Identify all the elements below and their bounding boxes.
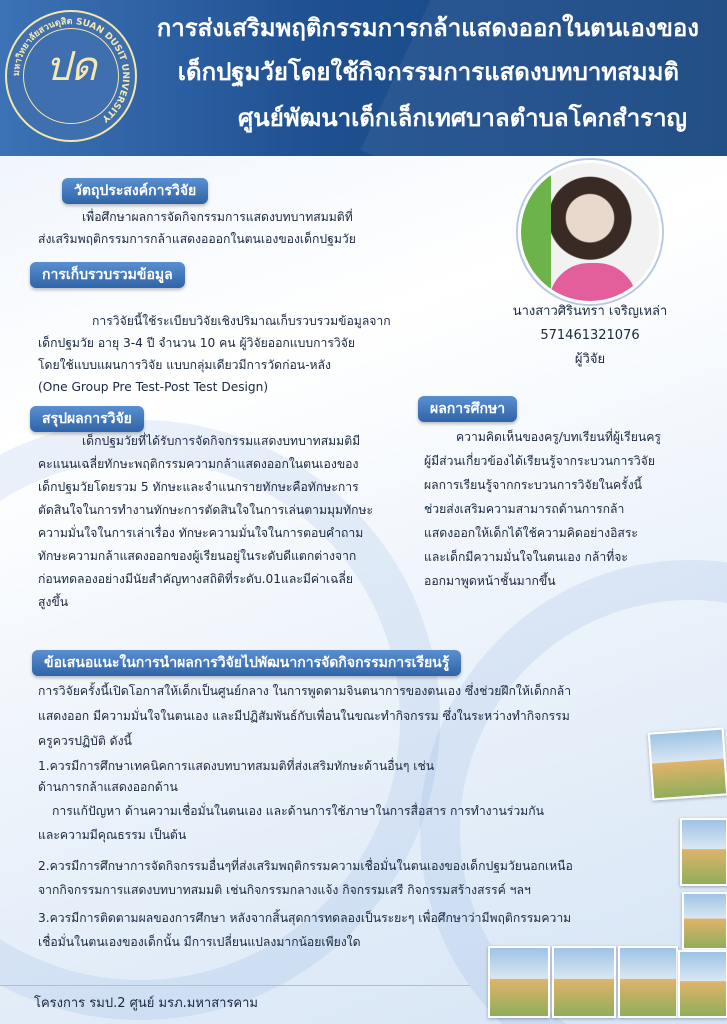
activity-photo xyxy=(648,727,727,800)
svg-text:มหาวิทยาลัยสวนดุสิต SUAN DUSIT: มหาวิทยาลัยสวนดุสิต SUAN DUSIT UNIVERSITY xyxy=(11,16,131,124)
data-collection-line-2: เด็กปฐมวัย อายุ 3-4 ปี จำนวน 10 คน ผู้วิจัยออกแบบการวิจัย xyxy=(38,336,355,350)
recommendation-line: และความมีคุณธรรม เป็นต้น xyxy=(38,828,187,842)
recommendation-line: จากกิจกรรมการแสดงบทบาทสมมติ เช่นกิจกรรมกลางแจ้ง กิจกรรมเสรี กิจกรรมสร้างสรรค์ ฯลฯ xyxy=(38,883,531,897)
photo-background xyxy=(521,163,551,304)
researcher-id: 571461321076 xyxy=(540,328,640,343)
recommendation-line: 2.ควรมีการศึกษาการจัดกิจกรรมอื่นๆที่ส่งเสริมพฤติกรรมความเชื่อมั่นในตนเองของเด็กปฐมวัยนอกเหนือ xyxy=(38,859,573,873)
recommendation-line: 1.ควรมีการศึกษาเทคนิคการแสดงบทบาทสมมติที่ส่งเสริมทักษะด้านอื่นๆ เช่น xyxy=(38,759,435,773)
activity-photo xyxy=(680,818,727,886)
recommendation-line: ครูควรปฏิบัติ ดังนี้ xyxy=(38,734,132,748)
summary-line: เด็กปฐมวัยที่ได้รับการจัดกิจกรรมแสดงบทบาทสมมติมี xyxy=(82,434,361,448)
activity-photo xyxy=(678,950,727,1018)
recommendation-line: การวิจัยครั้งนี้เปิดโอกาสให้เด็กเป็นศูนย์กลาง ในการพูดตามจินตนาการของตนเอง ซึ่งช่วยฝึกให้เด็กกล้า xyxy=(38,684,572,698)
researcher-name: นางสาวศิรินทรา เจริญเหล่า xyxy=(512,304,668,319)
section-heading-summary: สรุปผลการวิจัย xyxy=(30,406,144,432)
results-line: และเด็กมีความมั่นใจในตนเอง กล้าที่จะ xyxy=(424,550,628,564)
results-line: ช่วยส่งเสริมความสามารถด้านการกล้า xyxy=(424,502,625,516)
summary-line: ตัดสินใจในการทำงานทักษะการตัดสินใจในการเล่นตามมุมทักษะ xyxy=(38,503,374,517)
data-collection-line-3: โดยใช้แบบแผนการวิจัย แบบกลุ่มเดียวมีการวัดก่อน-หลัง xyxy=(38,358,331,372)
footer-divider xyxy=(0,985,470,986)
data-collection-line-1: การวิจัยนี้ใช้ระเบียบวิจัยเชิงปริมาณเก็บรวบรวมข้อมูลจาก xyxy=(92,314,391,328)
results-line: ออกมาพูดหน้าชั้นมากขึ้น xyxy=(424,574,556,588)
results-line: ความคิดเห็นของครู/บทเรียนที่ผู้เรียนครู xyxy=(456,430,661,444)
activity-photo xyxy=(488,946,550,1018)
recommendation-line: 3.ควรมีการติดตามผลของการศึกษา หลังจากสิ้นสุดการทดลองเป็นระยะๆ เพื่อศึกษาว่ามีพฤติกรรมความ xyxy=(38,911,572,925)
summary-line: ทักษะความกล้าแสดงออกของผู้เรียนอยู่ในระดับดีแตกต่างจาก xyxy=(38,549,357,563)
summary-line: คะแนนเฉลี่ยทักษะพฤติกรรมความกล้าแสดงออกในตนเองของ xyxy=(38,457,359,471)
results-line: ผลการเรียนรู้จากกระบวนการวิจัยในครั้งนี้ xyxy=(424,478,643,492)
section-heading-recommendations: ข้อเสนอแนะในการนำผลการวิจัยไปพัฒนาการจัดกิจกรรมการเรียนรู้ xyxy=(32,650,461,676)
recommendation-line: การแก้ปัญหา ด้านความเชื่อมั่นในตนเอง และด้านการใช้ภาษาในการสื่อสาร การทำงานร่วมกัน xyxy=(52,804,544,818)
section-heading-results: ผลการศึกษา xyxy=(418,396,517,422)
activity-photo xyxy=(682,892,727,950)
recommendation-line: แสดงออก มีความมั่นใจในตนเอง และมีปฏิสัมพันธ์กับเพื่อนในขณะทำกิจกรรม ซึ่งในระหว่างทำกิจกรรม xyxy=(38,709,570,723)
results-line: ผู้มีส่วนเกี่ยวข้องได้เรียนรู้จากระบวนการวิจัย xyxy=(424,454,655,468)
summary-line: ก่อนทดลองอย่างมีนัยสำคัญทางสถิติที่ระดับ.01และมีค่าเฉลี่ย xyxy=(38,572,353,586)
university-logo xyxy=(5,10,137,142)
data-collection-line-4: (One Group Pre Test-Post Test Design) xyxy=(38,380,269,394)
poster-title-line-1: การส่งเสริมพฤติกรรมการกล้าแสดงออกในตนเองของ xyxy=(156,14,699,42)
poster-title-line-3: ศูนย์พัฒนาเด็กเล็กเทศบาลตำบลโคกสำราญ xyxy=(238,104,687,132)
researcher-role: ผู้วิจัย xyxy=(574,352,606,367)
activity-photo xyxy=(552,946,616,1018)
recommendation-line: ด้านการกล้าแสดงออกด้าน xyxy=(38,780,178,794)
researcher-photo xyxy=(518,160,662,304)
recommendation-line: เชื่อมั่นในตนเองของเด็กนั้น มีการเปลี่ยนแปลงมากน้อยเพียงใด xyxy=(38,935,361,949)
summary-line: ความมั่นใจในการเล่าเรื่อง ทักษะความมั่นใจในการตอบคำถาม xyxy=(38,526,364,540)
summary-line: สูงขึ้น xyxy=(38,595,69,609)
section-heading-objective: วัตถุประสงค์การวิจัย xyxy=(62,178,208,204)
logo-monogram-icon: ปด xyxy=(45,44,97,90)
objective-line-2: ส่งเสริมพฤติกรรมการกล้าแสดงอออกในตนเองของเด็กปฐมวัย xyxy=(38,232,356,246)
summary-line: เด็กปฐมวัยโดยรวม 5 ทักษะและจำแนกรายทักษะคือทักษะการ xyxy=(38,480,359,494)
objective-line-1: เพื่อศึกษาผลการจัดกิจกรรมการแสดงบทบาทสมมติที่ xyxy=(82,210,353,224)
results-line: แสดงออกให้เด็กได้ใช้ความคิดอย่างอิสระ xyxy=(424,526,638,540)
photo-shirt xyxy=(549,263,637,304)
poster-title-line-2: เด็กปฐมวัยโดยใช้กิจกรรมการแสดงบทบาทสมมติ xyxy=(177,58,679,86)
footer-text: โครงการ รมป.2 ศูนย์ มรภ.มหาสารคาม xyxy=(34,996,258,1011)
activity-photo xyxy=(618,946,678,1018)
section-heading-data-collection: การเก็บรวบรวมข้อมูล xyxy=(30,262,185,288)
